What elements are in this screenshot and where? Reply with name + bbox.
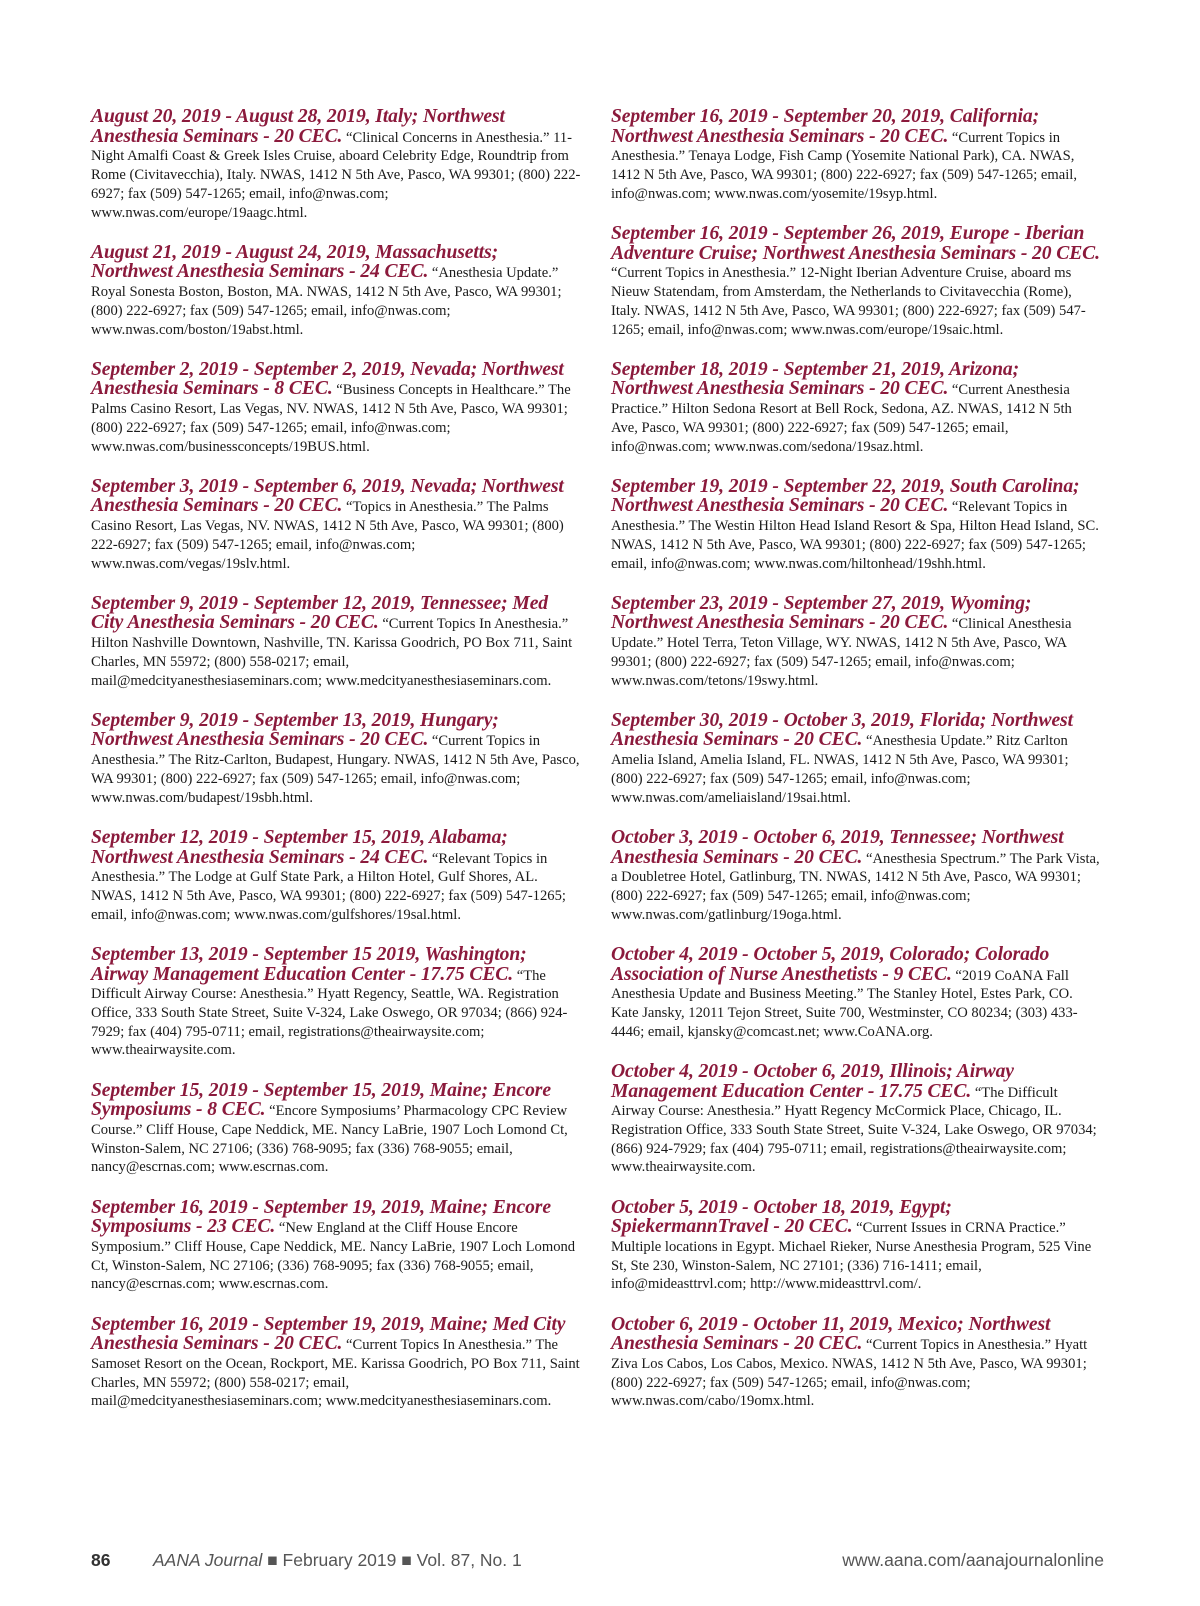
event-heading: September 9, 2019 - September 12, 2019, Tennessee; Med City Anesthesia Seminars - 20 CEC. (91, 592, 548, 634)
event-heading: August 20, 2019 - August 28, 2019, Italy; Northwest Anesthesia Seminars - 20 CEC. (91, 106, 505, 147)
event-details: “Clinical Concerns in Anesthesia.” 11-Night Amalfi Coast & Greek Isles Cruise, aboard Celebrity Edge, Roundtrip from Rome (Civitavecchia), Italy. NWAS, 1412 N 5th Ave, Pasco, WA 99301; (800) 222-6927; fax (509) 547-1265; email, info@nwas.com; www.nwas.com/europe/19aagc.html. (91, 129, 581, 221)
event-listing (611, 709, 1101, 808)
event-heading: September 3, 2019 - September 6, 2019, Nevada; Northwest Anesthesia Seminars - 20 CEC. (91, 475, 564, 517)
event-heading: September 16, 2019 - September 19, 2019, Maine; Med City Anesthesia Seminars - 20 CEC. (91, 1313, 566, 1355)
event-heading: September 16, 2019 - September 20, 2019, California; Northwest Anesthesia Seminars - 20 CEC. (611, 106, 1040, 147)
event-heading: October 4, 2019 - October 6, 2019, Illinois; Airway Management Education Center - 17.75 CEC. (611, 1060, 1014, 1102)
event-heading: August 21, 2019 - August 24, 2019, Massachusetts; Northwest Anesthesia Seminars - 24 CEC. (91, 241, 499, 283)
event-details: “Current Issues in CRNA Practice.” Multiple locations in Egypt. Michael Rieker, Nurse Anesthesia Program, 525 Vine St, Ste 230, Winston-Salem, NC 27101; (336) 716-1411; email, info@mideasttrvl.com; http://www.mideasttrvl.com/. (611, 1220, 1092, 1293)
event-details: “Topics in Anesthesia.” The Palms Casino Resort, Las Vegas, NV. NWAS, 1412 N 5th Ave, Pasco, WA 99301; (800) 222-6927; fax (509) 547-1265; email, info@nwas.com; www.nwas.com/vegas/19slv.html. (91, 499, 564, 572)
event-listing (611, 1196, 1101, 1295)
event-details: “Current Topics In Anesthesia.” Hilton Nashville Downtown, Nashville, TN. Karissa Goodrich, PO Box 711, Saint Charles, MN 55972; (800) 558-0217; email, mail@medcityanesthesiaseminars.com; www.medcityanesthesiaseminars.com. (91, 616, 573, 689)
event-heading: September 15, 2019 - September 15, 2019, Maine; Encore Symposiums - 8 CEC. (91, 1079, 551, 1121)
journal-info (153, 1550, 522, 1571)
event-heading: September 2, 2019 - September 2, 2019, Nevada; Northwest Anesthesia Seminars - 8 CEC. (91, 358, 564, 400)
journal-url[interactable]: www.aana.com/aanajournalonline (842, 1550, 1104, 1570)
event-listing (91, 108, 581, 222)
event-details: “Business Concepts in Healthcare.” The Palms Casino Resort, Las Vegas, NV. NWAS, 1412 N 5th Ave, Pasco, WA 99301; (800) 222-6927; fax (509) 547-1265; email, info@nwas.com; www.nwas.com/businessconcepts/19BUS.html. (91, 382, 571, 455)
event-heading: September 13, 2019 - September 15 2019, Washington; Airway Management Education Center - 17.75 CEC. (91, 943, 527, 985)
event-listing (611, 592, 1101, 691)
event-heading: September 16, 2019 - September 26, 2019, Europe - Iberian Adventure Cruise; Northwest Anesthesia Seminars - 20 CEC. (611, 223, 1100, 264)
event-listing (91, 475, 581, 574)
event-details: “Current Topics in Anesthesia.” The Ritz-Carlton, Budapest, Hungary. NWAS, 1412 N 5th Ave, Pasco, WA 99301; (800) 222-6927; fax (509) 547-1265; email, info@nwas.com; www.nwas.com/budapest/19sbh.html. (91, 733, 580, 806)
event-details: “2019 CoANA Fall Anesthesia Update and Business Meeting.” The Stanley Hotel, Estes Park, CO. Kate Jansky, 12011 Tejon Street, Suite 700, Westminster, CO 80234; (303) 433-4446; email, kjansky@comcast.net; www.CoANA.org. (611, 967, 1078, 1040)
event-listing (611, 1060, 1101, 1177)
event-listing (611, 225, 1101, 339)
event-listing (91, 826, 581, 925)
event-listing (91, 1313, 581, 1412)
event-listing (91, 1079, 581, 1178)
event-listing (611, 826, 1101, 925)
event-details: “Current Topics in Anesthesia.” 12-Night Iberian Adventure Cruise, aboard ms Nieuw Statendam, from Amsterdam, the Netherlands to Civitavecchia (Rome), Italy. NWAS, 1412 N 5th Ave, Pasco, WA 99301; (800) 222-6927; fax (509) 547-1265; email, info@nwas.com; www.nwas.com/europe/19saic.html. (611, 265, 1086, 338)
event-listing (91, 709, 581, 808)
event-listing (91, 358, 581, 457)
event-listing (91, 592, 581, 691)
journal-name: AANA Journal (153, 1550, 263, 1570)
event-listing (91, 241, 581, 340)
event-details: “Encore Symposiums’ Pharmacology CPC Review Course.” Cliff House, Cape Neddick, ME. Nancy LaBrie, 1907 Loch Lomond Ct, Winston-Salem, NC 27106; (336) 768-9095; fax (336) 768-9055; email, nancy@escrnas.com; www.escrnas.com. (91, 1103, 568, 1176)
event-details: “Anesthesia Update.” Royal Sonesta Boston, Boston, MA. NWAS, 1412 N 5th Ave, Pasco, WA 99301; (800) 222-6927; fax (509) 547-1265; email, info@nwas.com; www.nwas.com/boston/19abst.html. (91, 265, 562, 338)
event-heading: October 4, 2019 - October 5, 2019, Colorado; Colorado Association of Nurse Anesthetists - 9 CEC. (611, 943, 1050, 985)
event-heading: September 19, 2019 - September 22, 2019, South Carolina; Northwest Anesthesia Seminars - 20 CEC. (611, 475, 1080, 517)
event-details: “Relevant Topics in Anesthesia.” The Lodge at Gulf State Park, a Hilton Hotel, Gulf Shores, AL. NWAS, 1412 N 5th Ave, Pasco, WA 99301; (800) 222-6927; fax (509) 547-1265; email, info@nwas.com; www.nwas.com/gulfshores/19sal.html. (91, 850, 566, 923)
event-heading: September 23, 2019 - September 27, 2019, Wyoming; Northwest Anesthesia Seminars - 20 CEC. (611, 592, 1032, 634)
event-listing (91, 1196, 581, 1295)
event-details: “New England at the Cliff House Encore Symposium.” Cliff House, Cape Neddick, ME. Nancy LaBrie, 1907 Loch Lomond Ct, Winston-Salem, NC 27106; (336) 768-9095; fax (336) 768-9055; email, nancy@escrnas.com; www.escrnas.com. (91, 1220, 576, 1293)
event-details: “Anesthesia Update.” Ritz Carlton Amelia Island, Amelia Island, FL. NWAS, 1412 N 5th Ave, Pasco, WA 99301; (800) 222-6927; fax (509) 547-1265; email, info@nwas.com; www.nwas.com/ameliaisland/19sai.html. (611, 733, 1069, 806)
event-listing (611, 943, 1101, 1042)
event-listing (91, 943, 581, 1060)
event-details: “Current Topics In Anesthesia.” The Samoset Resort on the Ocean, Rockport, ME. Karissa Goodrich, PO Box 711, Saint Charles, MN 55972; (800) 558-0217; email, mail@medcityanesthesiaseminars.com; www.medcityanesthesiaseminars.com. (91, 1337, 580, 1410)
event-details: “Relevant Topics in Anesthesia.” The Westin Hilton Head Island Resort & Spa, Hilton Head Island, SC. NWAS, 1412 N 5th Ave, Pasco, WA 99301; (800) 222-6927; fax (509) 547-1265; email, info@nwas.com; www.nwas.com/hiltonhead/19shh.html. (611, 499, 1099, 572)
event-listing (611, 358, 1101, 457)
event-details: “Current Anesthesia Practice.” Hilton Sedona Resort at Bell Rock, Sedona, AZ. NWAS, 1412 N 5th Ave, Pasco, WA 99301; (800) 222-6927; fax (509) 547-1265; email, info@nwas.com; www.nwas.com/sedona/19saz.html. (611, 382, 1072, 455)
event-heading: October 5, 2019 - October 18, 2019, Egypt; SpiekermannTravel - 20 CEC. (611, 1196, 952, 1238)
event-details: “The Difficult Airway Course: Anesthesia.” Hyatt Regency McCormick Place, Chicago, IL. Registration Office, 333 South State Street, Suite V-324, Lake Oswego, OR 97034; (866) 924-7929; fax (404) 795-0711; email, registrations@theairwaysite.com; www.theairwaysite.com. (611, 1084, 1097, 1176)
event-details: “Current Topics in Anesthesia.” Tenaya Lodge, Fish Camp (Yosemite National Park), CA. NWAS, 1412 N 5th Ave, Pasco, WA 99301; (800) 222-6927; fax (509) 547-1265; email, info@nwas.com; www.nwas.com/yosemite/19syp.html. (611, 129, 1077, 202)
event-details: “The Difficult Airway Course: Anesthesia.” Hyatt Regency, Seattle, WA. Registration Office, 333 South State Street, Suite V-324, Lake Oswego, OR 97034; (866) 924-7929; fax (404) 795-0711; email, registrations@theairwaysite.com; www.theairwaysite.com. (91, 967, 568, 1059)
event-listing (611, 475, 1101, 574)
page-number: 86 (91, 1550, 111, 1570)
event-listing (611, 1313, 1101, 1412)
event-heading: September 16, 2019 - September 19, 2019, Maine; Encore Symposiums - 23 CEC. (91, 1196, 551, 1238)
event-details: “Anesthesia Spectrum.” The Park Vista, a Doubletree Hotel, Gatlinburg, TN. NWAS, 1412 N 5th Ave, Pasco, WA 99301; (800) 222-6927; fax (509) 547-1265; email, info@nwas.com; www.nwas.com/gatlinburg/19oga.html. (611, 850, 1100, 923)
event-heading: October 6, 2019 - October 11, 2019, Mexico; Northwest Anesthesia Seminars - 20 CEC. (611, 1313, 1051, 1355)
event-heading: October 3, 2019 - October 6, 2019, Tennessee; Northwest Anesthesia Seminars - 20 CEC. (611, 826, 1064, 868)
event-details: “Clinical Anesthesia Update.” Hotel Terra, Teton Village, WY. NWAS, 1412 N 5th Ave, Pasco, WA 99301; (800) 222-6927; fax (509) 547-1265; email, info@nwas.com; www.nwas.com/tetons/19swy.html. (611, 616, 1072, 689)
event-heading: September 12, 2019 - September 15, 2019, Alabama; Northwest Anesthesia Seminars - 24 CEC. (91, 826, 508, 868)
event-listing (611, 108, 1101, 204)
event-heading: September 30, 2019 - October 3, 2019, Florida; Northwest Anesthesia Seminars - 20 CEC. (611, 709, 1073, 751)
issue-info: ■ February 2019 ■ Vol. 87, No. 1 (262, 1550, 522, 1570)
event-details: “Current Topics in Anesthesia.” Hyatt Ziva Los Cabos, Los Cabos, Mexico. NWAS, 1412 N 5th Ave, Pasco, WA 99301; (800) 222-6927; fax (509) 547-1265; email, info@nwas.com; www.nwas.com/cabo/19omx.html. (611, 1337, 1088, 1410)
page-footer (91, 1550, 1104, 1574)
event-heading: September 9, 2019 - September 13, 2019, Hungary; Northwest Anesthesia Seminars - 20 CEC. (91, 709, 499, 751)
right-column (611, 108, 1101, 1433)
left-column (91, 108, 581, 1433)
event-heading: September 18, 2019 - September 21, 2019, Arizona; Northwest Anesthesia Seminars - 20 CEC. (611, 358, 1020, 400)
